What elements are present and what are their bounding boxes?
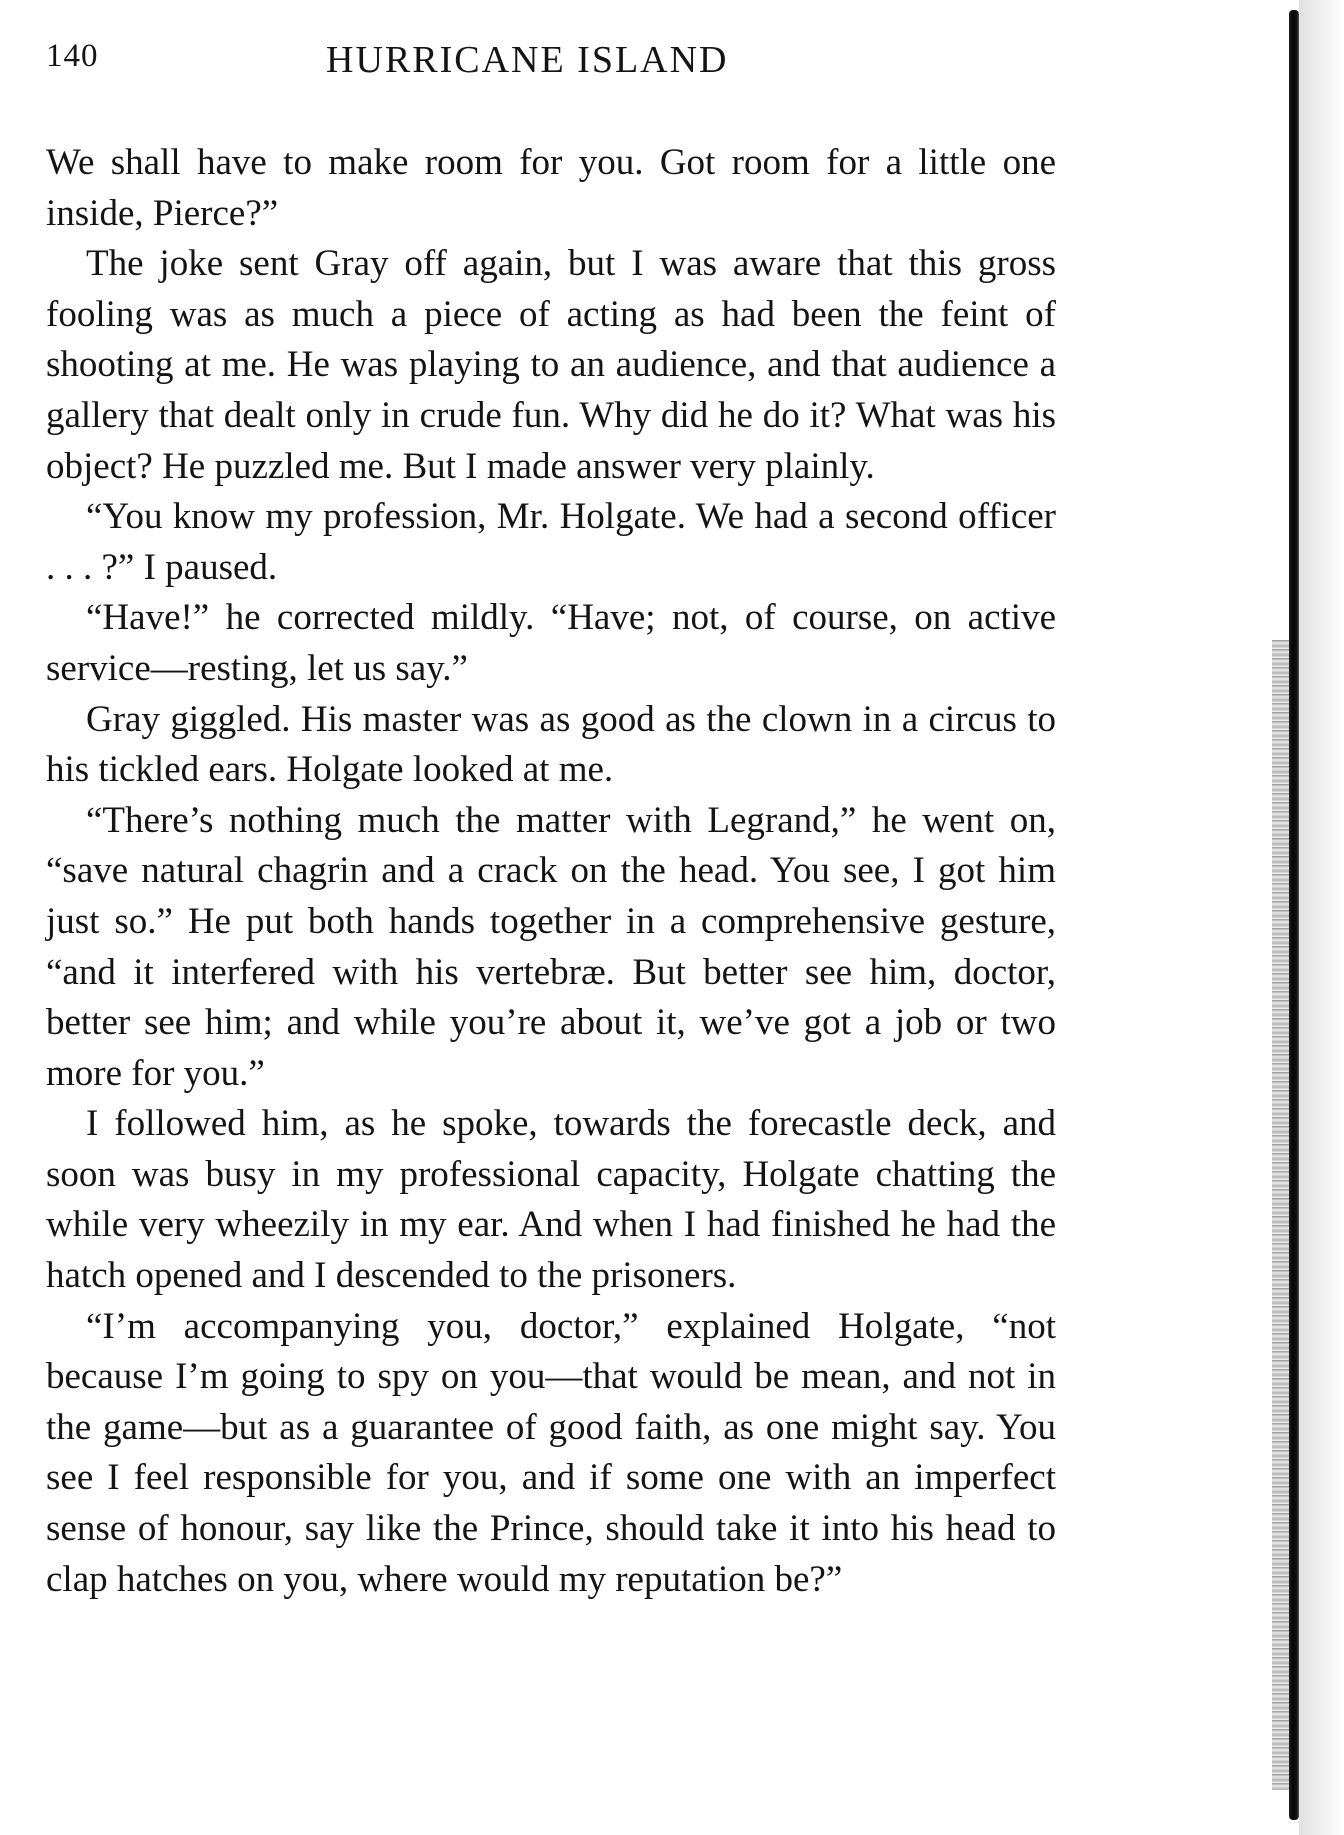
paragraph-5: Gray giggled. His master was as good as the clown in a circus to his tickled ears. Holgate looked at me. <box>46 698 1056 791</box>
running-title: HURRICANE ISLAND <box>326 39 729 81</box>
binding-edge <box>1289 10 1299 1820</box>
paragraph-3: “You know my profession, Mr. Holgate. We had a second officer . . . ?” I paused. <box>46 496 1056 588</box>
binding-shadow <box>1299 0 1344 1835</box>
page-header <box>46 38 1056 88</box>
paragraph-8: “I’m accompanying you, doctor,” explained Holgate, “not because I’m going to spy on you—that would be mean, and not in the game—but as a guarantee of good faith, as one might say. You see I feel responsible for you, and if some one with an imperfect sense of honour, say like the Prince, should take it into his head to clap hatches on you, where would my reputation be?” <box>46 1305 1056 1600</box>
paragraph-6: “There’s nothing much the matter with Legrand,” he went on, “save natural chagrin and a crack on the head. You see, I got him just so.” He put both hands together in a comprehensive gesture, “and it interfered with his vertebræ. But better see him, doctor, better see him; and while you’re about it, we’ve got a job or two more for you.” <box>46 799 1056 1094</box>
paragraph-2: The joke sent Gray off again, but I was aware that this gross fooling was as much a piece of acting as had been the feint of shooting at me. He was playing to an audience, and that audience a gallery that dealt only in crude fun. Why did he do it? What was his object? He puzzled me. But I made answer very plainly. <box>46 243 1056 487</box>
paragraph-1: We shall have to make room for you. Got room for a little one inside, Pierce?” <box>46 142 1056 234</box>
page-number: 140 <box>46 38 99 74</box>
paragraph-7: I followed him, as he spoke, towards the forecastle deck, and soon was busy in my professional capacity, Holgate chatting the while very wheezily in my ear. And when I had finished he had the hatch opened and I descended to the prisoners. <box>46 1103 1056 1297</box>
body-text <box>46 138 1056 1605</box>
paragraph-4: “Have!” he corrected mildly. “Have; not, of course, on active service—resting, let us say.” <box>46 597 1056 689</box>
